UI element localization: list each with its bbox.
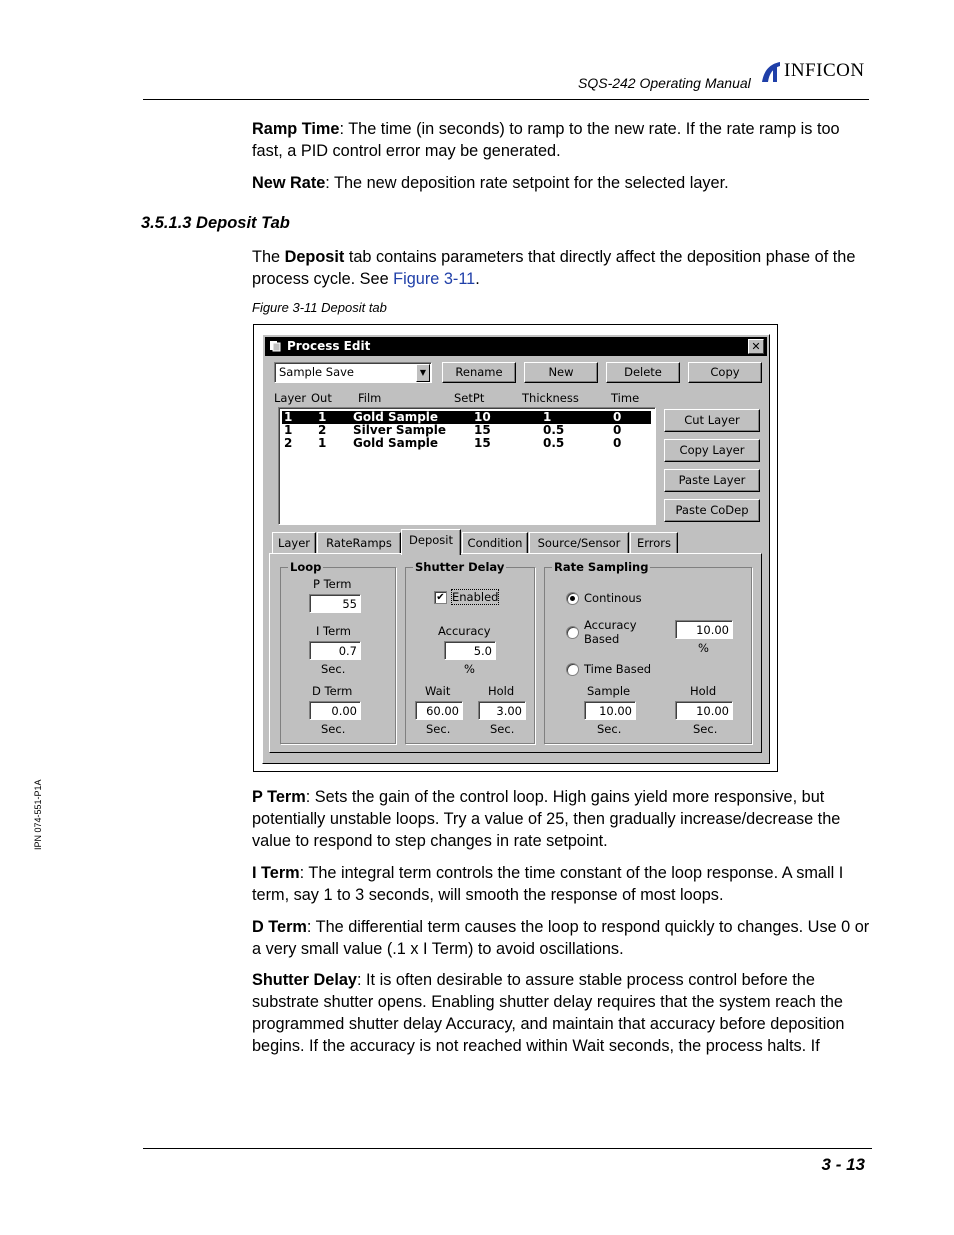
tab-layer[interactable]: Layer [272,532,316,554]
copy-button[interactable]: Copy [688,362,762,383]
d-term-label: D Term [312,684,353,698]
sample-input[interactable]: 10.00 [584,701,636,720]
cut-layer-button[interactable]: Cut Layer [664,409,760,432]
p-term-paragraph [252,786,872,852]
page-number: 3 - 13 [821,1155,865,1174]
col-header-layer: Layer [274,391,307,405]
sampling-hold-input[interactable]: 10.00 [675,701,733,720]
d-term-paragraph [252,916,872,960]
cell-film: Gold Sample [353,436,439,450]
cell-film: Silver Sample [353,423,447,437]
close-button[interactable]: ✕ [748,339,764,354]
figure-link[interactable]: Figure 3-11 [393,270,476,288]
accuracy-unit: % [464,662,475,676]
cell-time: 0 [613,410,622,424]
paste-layer-button[interactable]: Paste Layer [664,469,760,492]
tab-errors[interactable]: Errors [630,532,678,554]
loop-group-label: Loop [290,560,322,574]
deposit-intro-text-1: The [252,248,285,266]
p-term-desc: : Sets the gain of the control loop. High gains yield more responsive, but potentially unstable loops. Try a value of 25, then gradually increase/decrease the value to respond to step changes in rate setpoint. [252,788,841,850]
tab-source-sensor[interactable]: Source/Sensor [529,532,629,554]
continuous-label: Continous [584,591,642,605]
process-edit-window [262,334,770,764]
new-rate-desc: : The new deposition rate setpoint for the selected layer. [325,174,729,192]
header-rule [143,99,869,100]
shutter-delay-paragraph [252,969,872,1057]
figure-caption: Figure 3-11 Deposit tab [252,300,387,315]
i-term-term: I Term [252,864,300,882]
p-term-label: P Term [313,577,352,591]
list-item[interactable] [282,437,651,450]
cell-setpt: 15 [474,436,491,450]
hold-input[interactable]: 3.00 [478,701,526,720]
wait-unit: Sec. [426,722,451,736]
accuracy-input[interactable]: 5.0 [444,641,496,660]
accuracy-label: Accuracy [438,624,491,638]
d-term-unit: Sec. [321,722,346,736]
sampling-accuracy-input[interactable]: 10.00 [675,620,733,639]
cell-layer: 1 [284,423,293,437]
enabled-label[interactable]: Enabled [452,590,499,604]
col-header-setpt: SetPt [454,391,485,405]
accuracy-based-label-1: Accuracy [584,618,637,632]
rate-sampling-label: Rate Sampling [554,560,649,574]
cell-out: 2 [318,423,327,437]
side-code: IPN 074-551-P1A [33,779,43,850]
loop-group [280,560,396,744]
p-term-input[interactable]: 55 [309,594,361,613]
cell-layer: 2 [284,436,293,450]
wait-input[interactable]: 60.00 [415,701,463,720]
window-title: Process Edit [287,339,371,353]
radio-selected-dot [570,596,575,601]
footer-rule [143,1148,872,1149]
col-header-film: Film [358,391,382,405]
process-select-value: Sample Save [279,365,355,379]
ramp-time-term: Ramp Time [252,120,340,138]
deposit-intro-paragraph [252,246,872,290]
new-button[interactable]: New [524,362,598,383]
cell-setpt: 10 [474,410,491,424]
i-term-unit: Sec. [321,662,346,676]
cell-film: Gold Sample [353,410,439,424]
cell-out: 1 [318,410,327,424]
cell-out: 1 [318,436,327,450]
shutter-delay-group [405,560,535,744]
ramp-time-desc: : The time (in seconds) to ramp to the new rate. If the rate ramp is too fast, a PID control error may be generated. [252,120,840,160]
manual-title: SQS-242 Operating Manual [578,75,751,91]
accuracy-based-radio[interactable] [566,626,579,639]
new-rate-paragraph [252,172,872,194]
sampling-hold-unit: Sec. [693,722,718,736]
shutter-delay-desc: : It is often desirable to assure stable process control before the substrate shutter opens. Enabling shutter delay requires that the system reach the programmed shutter delay Accuracy, and maintain that accuracy before deposition begins. If the accuracy is not reached within Wait seconds, the process halts. If [252,971,845,1055]
deposit-intro-text-2: tab contains parameters that directly affect the deposition phase of the process cycle. See [252,248,856,288]
deposit-intro-text-3: . [475,270,480,288]
col-header-thickness: Thickness [522,391,579,405]
list-item[interactable] [282,411,651,424]
sample-label: Sample [587,684,631,698]
layer-list[interactable] [278,407,656,525]
section-heading: 3.5.1.3 Deposit Tab [141,214,290,232]
d-term-desc: : The differential term causes the loop to respond quickly to changes. Use 0 or a very small value (.1 x I Term) to avoid oscillations. [252,918,870,958]
logo-text: INFICON [784,60,865,81]
process-select[interactable] [274,362,432,383]
ramp-time-paragraph [252,118,872,162]
continuous-radio[interactable] [566,592,579,605]
cell-setpt: 15 [474,423,491,437]
tab-condition[interactable]: Condition [462,532,528,554]
paste-codep-button[interactable]: Paste CoDep [664,499,760,522]
deposit-intro-bold: Deposit [284,248,345,266]
accuracy-based-label-2: Based [584,632,620,646]
app-icon [269,340,281,352]
hold-unit: Sec. [490,722,515,736]
p-term-term: P Term [252,788,306,806]
i-term-input[interactable]: 0.7 [309,641,361,660]
sampling-accuracy-unit: % [698,641,709,655]
copy-layer-button[interactable]: Copy Layer [664,439,760,462]
shutter-delay-term: Shutter Delay [252,971,357,989]
i-term-desc: : The integral term controls the time constant of the loop response. A small I term, say 1 to 3 seconds, will smooth the response of most loops. [252,864,844,904]
d-term-input[interactable]: 0.00 [309,701,361,720]
shutter-delay-label: Shutter Delay [415,560,505,574]
cell-time: 0 [613,423,622,437]
new-rate-term: New Rate [252,174,326,192]
cell-time: 0 [613,436,622,450]
d-term-term: D Term [252,918,307,936]
dropdown-arrow-icon[interactable]: ▼ [416,364,430,382]
rename-button[interactable]: Rename [442,362,516,383]
delete-button[interactable]: Delete [606,362,680,383]
sampling-hold-label: Hold [690,684,717,698]
col-header-out: Out [311,391,332,405]
rate-sampling-group [544,560,752,744]
i-term-paragraph [252,862,872,906]
time-based-label: Time Based [584,662,652,676]
sample-unit: Sec. [597,722,622,736]
list-item[interactable] [282,424,651,437]
title-bar [265,337,767,356]
i-term-label: I Term [316,624,351,638]
cell-thickness: 0.5 [543,436,565,450]
tab-rateramps[interactable]: RateRamps [317,532,401,554]
time-based-radio[interactable] [566,663,579,676]
deposit-panel [269,553,762,753]
enabled-checkbox[interactable]: ✔ [434,591,447,604]
cell-layer: 1 [284,410,293,424]
wait-label: Wait [425,684,451,698]
tab-deposit[interactable]: Deposit [401,529,461,555]
hold-label: Hold [488,684,515,698]
col-header-time: Time [611,391,640,405]
cell-thickness: 0.5 [543,423,565,437]
cell-thickness: 1 [543,410,552,424]
